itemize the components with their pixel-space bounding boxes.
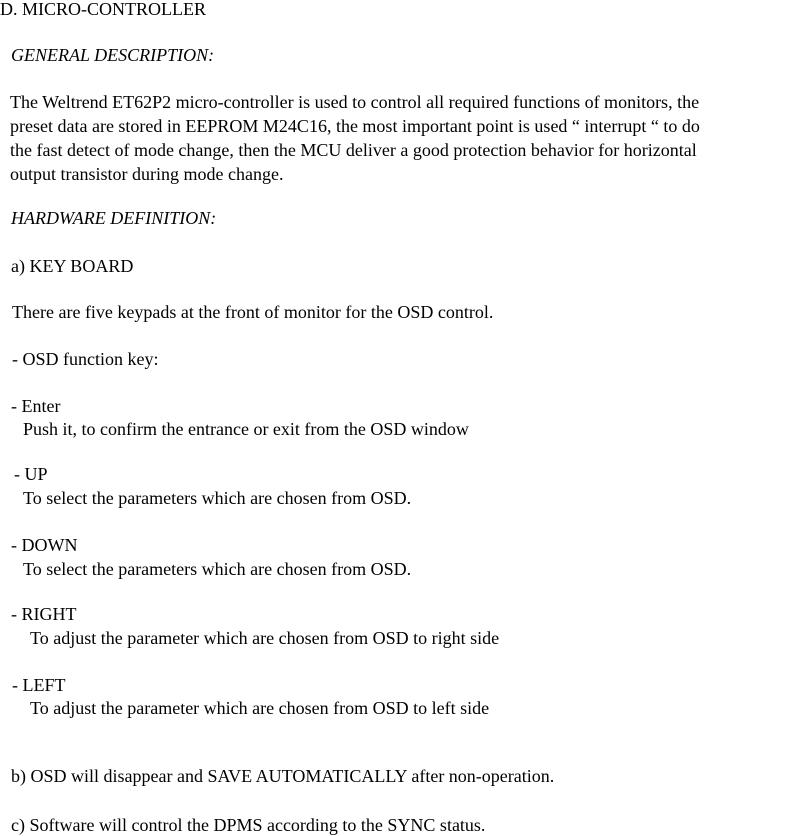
general-description-heading: GENERAL DESCRIPTION: (11, 45, 215, 65)
key-left-description: To adjust the parameter which are chosen from OSD to left side (30, 698, 490, 718)
item-a-keyboard: a) KEY BOARD (11, 256, 134, 276)
osd-function-key-label: - OSD function key: (12, 349, 159, 369)
general-description-line-3: the fast detect of mode change, then the MCU deliver a good protection behavior for horizontal (10, 140, 697, 160)
section-title: D. MICRO-CONTROLLER (0, 0, 206, 19)
key-down-name: - DOWN (11, 535, 78, 555)
general-description-line-2: preset data are stored in EEPROM M24C16, the most important point is used “ interrupt “ to do (10, 116, 700, 136)
key-left-name: - LEFT (12, 675, 66, 695)
key-up-description: To select the parameters which are chosen from OSD. (23, 488, 412, 508)
key-up-name: - UP (14, 464, 48, 484)
key-down-description: To select the parameters which are chosen from OSD. (23, 559, 412, 579)
general-description-line-1: The Weltrend ET62P2 micro-controller is used to control all required functions of monitors, the (10, 92, 700, 112)
key-enter-description: Push it, to confirm the entrance or exit from the OSD window (23, 419, 469, 439)
item-c-dpms: c) Software will control the DPMS according to the SYNC status. (11, 815, 486, 835)
key-right-description: To adjust the parameter which are chosen from OSD to right side (30, 628, 500, 648)
keypad-sentence: There are five keypads at the front of monitor for the OSD control. (12, 302, 494, 322)
key-enter-name: - Enter (11, 396, 61, 416)
general-description-line-4: output transistor during mode change. (10, 164, 284, 184)
hardware-definition-heading: HARDWARE DEFINITION: (11, 208, 217, 228)
key-right-name: - RIGHT (11, 604, 77, 624)
item-b-osd-save: b) OSD will disappear and SAVE AUTOMATICALLY after non-operation. (11, 766, 555, 786)
